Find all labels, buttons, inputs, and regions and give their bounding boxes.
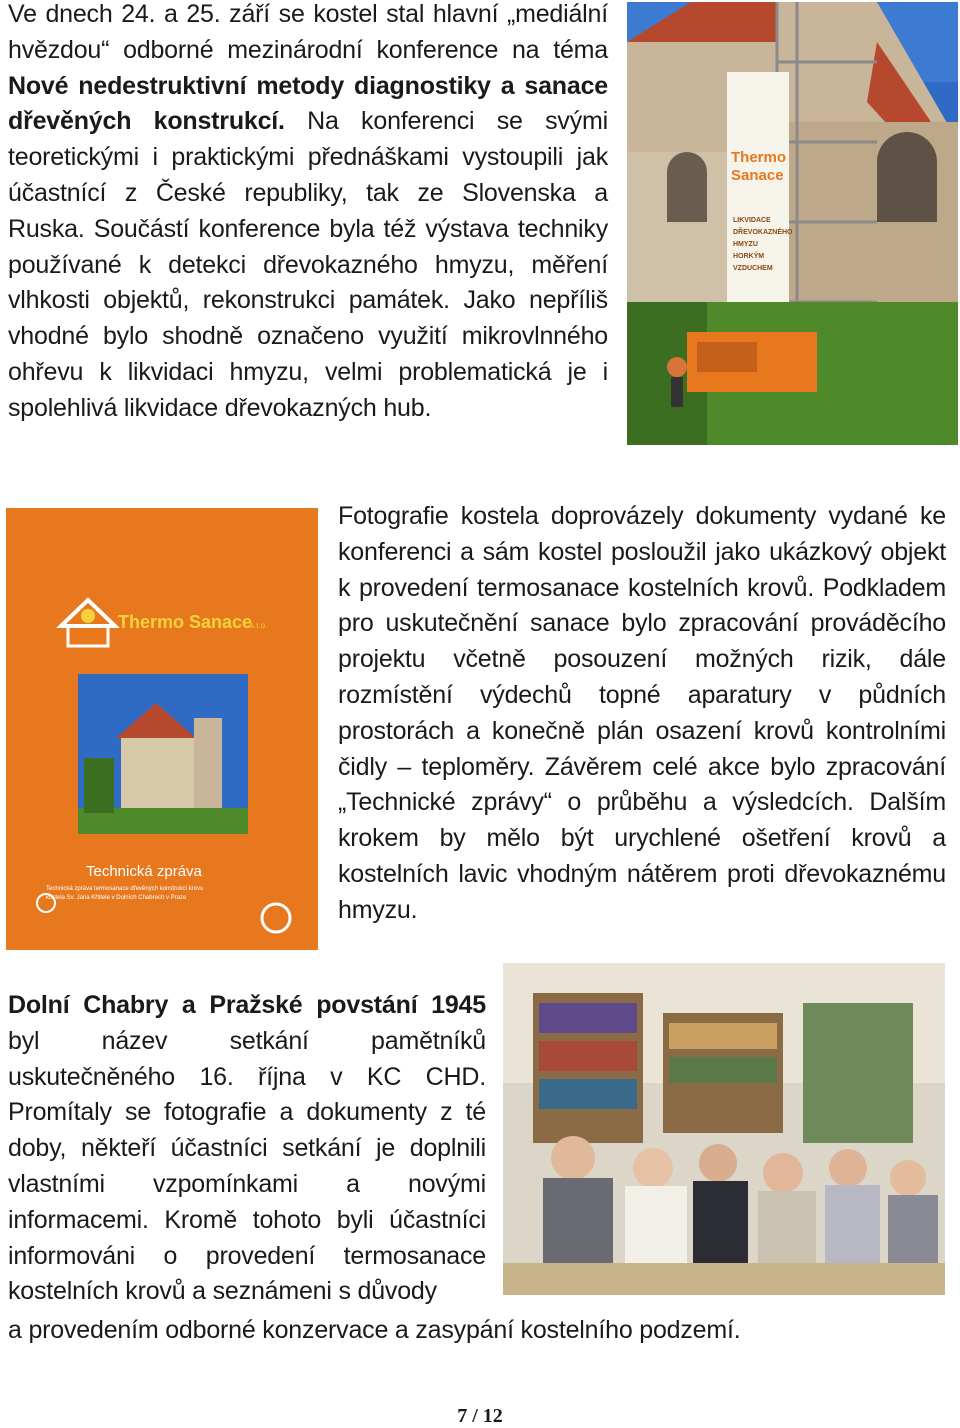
- banner-line-3: HMYZU: [733, 241, 758, 248]
- booklet-subtitle-2: kostela Sv. Jana Křtitele v Dolních Chabrech v Praze: [46, 895, 187, 901]
- banner-line-4: HORKÝM: [733, 253, 765, 260]
- booklet-brand-suffix: s.r.o.: [250, 621, 268, 630]
- booklet-title: Technická zpráva: [86, 863, 202, 880]
- page-number: 7 / 12: [457, 1405, 503, 1427]
- meeting-article-last-line: a provedením odborné konzervace a zasypání kostelního podzemí.: [8, 1316, 741, 1344]
- banner-line-5: VZDUCHEM: [733, 265, 773, 272]
- church-article-body: Na konferenci se svými teoretickými i praktickými přednáškami vystoupili jak účastnící z České republiky, tak ze Slovenska a Ruska. Součástí konference byla též výstava techniky používané k detekci dřevokazného hmyzu, měření vlhkosti objektů, rekonstrukci památek. Jako nepříliš vhodné bylo shodně označeno využití mikrovlnného ohřevu k likvidaci hmyzu, velmi problematická je i spolehlivá likvidace dřevokazných hub.: [8, 107, 608, 422]
- church-scaffolding-photo: [627, 2, 958, 445]
- meeting-article-body: byl název setkání pamětníků uskutečněného 16. října v KC CHD. Promítaly se fotografie a dokumenty z té doby, někteří účastníci setkání je doplnili vlastními vzpomínkami a novými informacemi. Kromě tohoto byli účastníci informováni o provedení termosanace kostelních krovů a seznámeni s důvody: [8, 1026, 486, 1306]
- conference-title: Nové nedestruktivní metody diagnostiky a sanace dřevěných konstrukcí.: [8, 71, 608, 136]
- meeting-event-title: Dolní Chabry a Pražské povstání 1945: [8, 991, 486, 1019]
- memorial-meeting-photo: [503, 963, 945, 1295]
- church-article-paragraph: [8, 0, 608, 427]
- banner-brand-line2: Sanace: [731, 167, 784, 184]
- booklet-brand: Thermo Sanace: [118, 612, 253, 632]
- church-article-intro: Ve dnech 24. a 25. září se kostel stal hlavní „mediální hvězdou“ odborné mezinárodní konference na téma: [8, 0, 608, 64]
- meeting-article-paragraph: [8, 988, 486, 1310]
- booklet-subtitle-1: Technická zpráva termosanace dřevěných konstrukcí krovu: [46, 886, 204, 892]
- documents-article-paragraph: Fotografie kostela doprovázely dokumenty vydané ke konferenci a sám kostel posloužil jako ukázkový objekt k provedení termosanace kostelních krovů. Podkladem pro uskutečnění sanace bylo zpracování prováděcího projektu včetně posouzení možných rizik, dále rozmístění výdechů topné aparatury v půdních prostorách a konečně plán osazení krovů kontrolními čidly – teploměry. Závěrem celé akce bylo zpracování „Technické zprávy“ o průběhu a výsledcích. Dalším krokem by mělo být urychlené ošetření krovů a kostelních lavic vhodným nátěrem proti dřevokaznému hmyzu.: [338, 502, 946, 924]
- banner-brand-line1: Thermo: [731, 149, 787, 166]
- banner-line-1: LIKVIDACE: [733, 217, 771, 224]
- banner-line-2: DŘEVOKAZNÉHO: [733, 229, 793, 236]
- technical-report-booklet: [6, 508, 318, 950]
